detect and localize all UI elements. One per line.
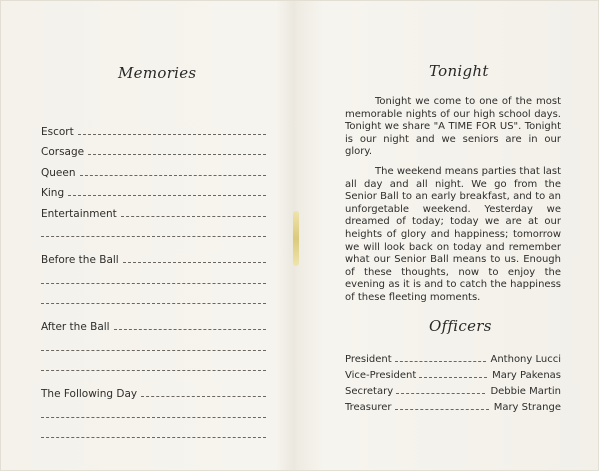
memory-fill-line [41,370,266,371]
memories-heading: Memories [118,64,197,82]
center-fold-staple [293,211,299,266]
memory-fill-line [41,303,266,304]
memory-field-row [41,158,266,179]
tonight-heading: Tonight [429,62,489,80]
memory-field-row [41,374,266,400]
memory-blank-line-row [41,220,266,241]
officer-role: Secretary [345,386,394,397]
officers-list [345,349,561,413]
tonight-paragraph-1: Tonight we come to one of the most memorable nights of our high school days. Tonight we share "A TIME FOR US". Tonight is our night and we seniors are in our glory. [345,96,561,158]
memory-fill-line [121,216,266,217]
officer-role: President [345,354,392,365]
officers-heading: Officers [429,317,492,335]
memory-field-label: Corsage [41,146,85,158]
memory-field-label: King [41,187,65,199]
officer-name: Mary Strange [493,402,561,413]
memory-field-label: Queen [41,166,76,179]
memory-fill-line [41,437,266,438]
memory-field-row [41,240,266,266]
memory-blank-line-row [41,287,266,308]
officer-row [345,397,561,413]
memory-fill-line [123,262,266,263]
memory-field-row [41,138,266,159]
memory-fill-line [114,329,266,330]
memory-fill-line [41,350,266,351]
memory-fill-line [88,154,266,155]
memory-fill-line [80,175,267,176]
officer-leader-line [395,409,489,410]
officer-row [345,349,561,365]
officer-name: Debbie Martin [490,386,561,397]
memory-field-label: Escort [41,125,74,138]
memory-fill-line [41,236,266,237]
memories-form [41,117,266,441]
memory-field-label: After the Ball [41,321,110,333]
memory-fill-line [78,134,266,135]
officer-row [345,365,561,381]
memory-field-label: Before the Ball [41,254,119,266]
memory-fill-line [141,396,266,397]
officer-role: Vice-President [345,370,417,381]
officer-role: Treasurer [345,402,392,413]
memory-field-row [41,199,266,220]
tonight-text [345,96,561,312]
memory-blank-line-row [41,421,266,442]
officer-name: Mary Pakenas [492,370,561,381]
memory-blank-line-row [41,333,266,354]
memory-fill-line [41,417,266,418]
memory-blank-line-row [41,354,266,375]
officer-leader-line [396,393,485,394]
officer-leader-line [395,361,486,362]
memory-field-row [41,117,266,138]
memory-field-label: Entertainment [41,207,117,220]
memory-field-row [41,307,266,333]
memory-blank-line-row [41,400,266,421]
memory-blank-line-row [41,266,266,287]
officer-name: Anthony Lucci [490,354,561,365]
tonight-paragraph-2: The weekend means parties that last all day and all night. We go from the Senior Ball to an early breakfast, and to an unforgetable weekend. Yesterday we dreamed of today; today we are at our heights of glory and happiness; tomorrow we will look back on today and remember what our Senior Ball means to us. Enough of these thoughts, now to enjoy the evening as it is and to catch the happiness of these fleeting moments. [345,165,561,303]
memory-fill-line [68,195,266,196]
memory-field-row [41,179,266,200]
officer-row [345,381,561,397]
memory-field-label: The Following Day [41,388,138,400]
memory-fill-line [41,283,266,284]
officer-leader-line [419,377,487,378]
